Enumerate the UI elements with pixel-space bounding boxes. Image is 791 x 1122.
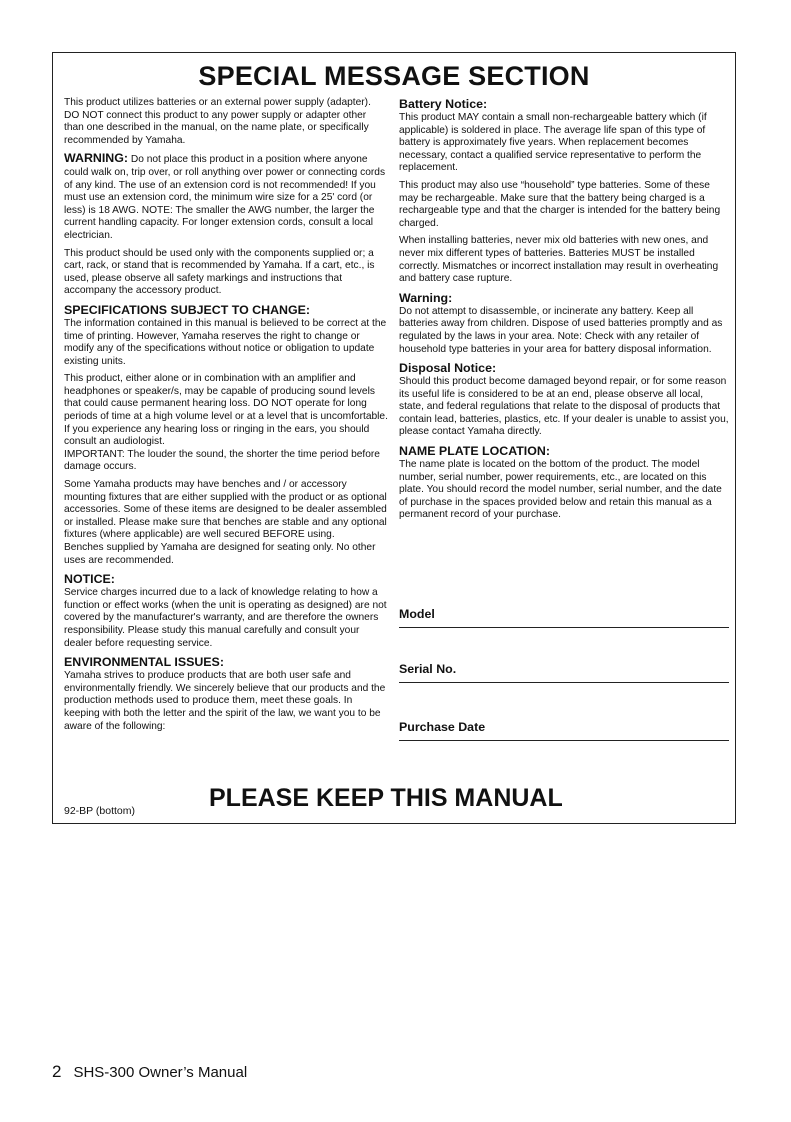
name-plate-heading: NAME PLATE LOCATION: [399, 444, 550, 459]
serial-number-field[interactable]: Serial No. [399, 662, 729, 683]
battery-warning-heading: Warning: [399, 290, 453, 305]
disposal-paragraph: Should this product become damaged beyond repair, or for some reason its useful life is considered to be at an end, please observe all local, state, and federal regulations that relate to the disposal of products that contain lead, batteries, plastics, etc. If your dealer is unable to assist you, please contact Yamaha directly. [399, 376, 729, 438]
hearing-paragraph: This product, either alone or in combination with an amplifier and headphones or speaker/s, may be capable of producing sound levels that could cause permanent hearing loss. DO NOT operate for long periods of time at a high volume level or at a level that is uncomfortable. If you experience any hearing loss or ringing in the ears, you should consult an audiologist. [64, 373, 388, 448]
bench-paragraph: Some Yamaha products may have benches and / or accessory mounting fixtures that are either supplied with the product or as optional accessories. Some of these items are designed to be dealer assembled or installed. Please make sure that benches are stable and any optional fixtures (where applicable) are well secured BEFORE using. [64, 479, 387, 541]
name-plate-paragraph: The name plate is located on the bottom of the product. The model number, serial number, power requirements, etc., are located on this plate. You should record the model number, serial number, and the date of purchase in the spaces provided below and retain this manual as a permanent record of your purchase. [399, 459, 722, 521]
bench-paragraph-2: Benches supplied by Yamaha are designed for seating only. No other uses are recommended. [64, 542, 376, 566]
power-supply-paragraph: This product utilizes batteries or an external power supply (adapter). DO NOT connect this product to any power supply or adapter other than one described in the manual, on the name plate, or specifically recommended by Yamaha. [64, 97, 371, 146]
battery-paragraph-3: When installing batteries, never mix old batteries with new ones, and never mix different types of batteries. Batteries MUST be installed correctly. Mismatches or incorrect installation may result in overheating and battery case rupture. [399, 235, 719, 285]
warning-text: Do not place this product in a position where anyone could walk on, trip over, or roll anything over power or connecting cords of any kind. The use of an extension cord is not recommended! If you must use an extension cord, the minimum wire size for a 25' cord (or less) is 18 AWG. NOTE: The smaller the AWG number, the larger the current handling capacity. For longer extension cords, consult a local electrician. [64, 154, 386, 241]
specifications-paragraph: The information contained in this manual is believed to be correct at the time of printing. However, Yamaha reserves the right to change or modify any of the specifications without notice or obligation to update existing units. [64, 317, 387, 367]
purchase-date-field[interactable]: Purchase Date [399, 720, 729, 741]
page-number: 2 [52, 1062, 62, 1081]
cart-paragraph: This product should be used only with the components supplied or; a cart, rack, or stand that is recommended by Yamaha. If a cart, etc., is used, please observe all safety markings and instructions that accompany the accessory product. [64, 247, 375, 297]
environmental-paragraph: Yamaha strives to produce products that are both user safe and environmentally friendly. We sincerely believe that our products and the production methods used to produce them, meet these goals. In keeping with both the letter and the spirit of the law, we want you to be aware of the following: [64, 670, 386, 732]
page-title: SPECIAL MESSAGE SECTION [198, 61, 590, 91]
document-code: 92-BP (bottom) [64, 805, 136, 817]
warning-label: WARNING: [64, 151, 129, 166]
notice-paragraph: Service charges incurred due to a lack of knowledge relating to how a function or effect works (when the unit is operating as designed) are not covered by the manufacturer's warranty, and are therefore the owners responsibility. Please study this manual carefully and consult your dealer before requesting service. [64, 587, 387, 649]
battery-paragraph-2: This product may also use “household” type batteries. Some of these may be rechargeable. Make sure that the battery being charged is a rechargeable type and that the charger is intended for the battery being charged. [399, 179, 721, 229]
battery-paragraph-1: This product MAY contain a small non-rechargeable battery which (if applicable) is soldered in place. The average life span of this type of battery is approximately five years. When replacement becomes necessary, contact a qualified service representative to perform the replacement. [399, 112, 707, 174]
warning-paragraph [64, 152, 388, 242]
notice-heading: NOTICE: [64, 572, 115, 587]
specifications-heading: SPECIFICATIONS SUBJECT TO CHANGE: [64, 302, 310, 317]
disposal-notice-heading: Disposal Notice: [399, 361, 497, 376]
right-column [399, 97, 729, 527]
important-paragraph: IMPORTANT: The louder the sound, the shorter the time period before damage occurs. [64, 448, 380, 473]
left-column [64, 97, 388, 738]
keep-manual-banner: PLEASE KEEP THIS MANUAL [209, 784, 563, 812]
special-message-box [52, 52, 736, 824]
battery-notice-heading: Battery Notice: [399, 97, 488, 111]
environmental-heading: ENVIRONMENTAL ISSUES: [64, 655, 224, 670]
page-footer [52, 1062, 247, 1082]
manual-name: SHS-300 Owner’s Manual [73, 1064, 248, 1081]
model-field[interactable]: Model [399, 607, 729, 628]
battery-warning-paragraph: Do not attempt to disassemble, or incinerate any battery. Keep all batteries away from children. Dispose of used batteries promptly and as regulated by the laws in your area. Note: Check with any retailer of household type batteries in your area for battery disposal information. [399, 305, 723, 355]
